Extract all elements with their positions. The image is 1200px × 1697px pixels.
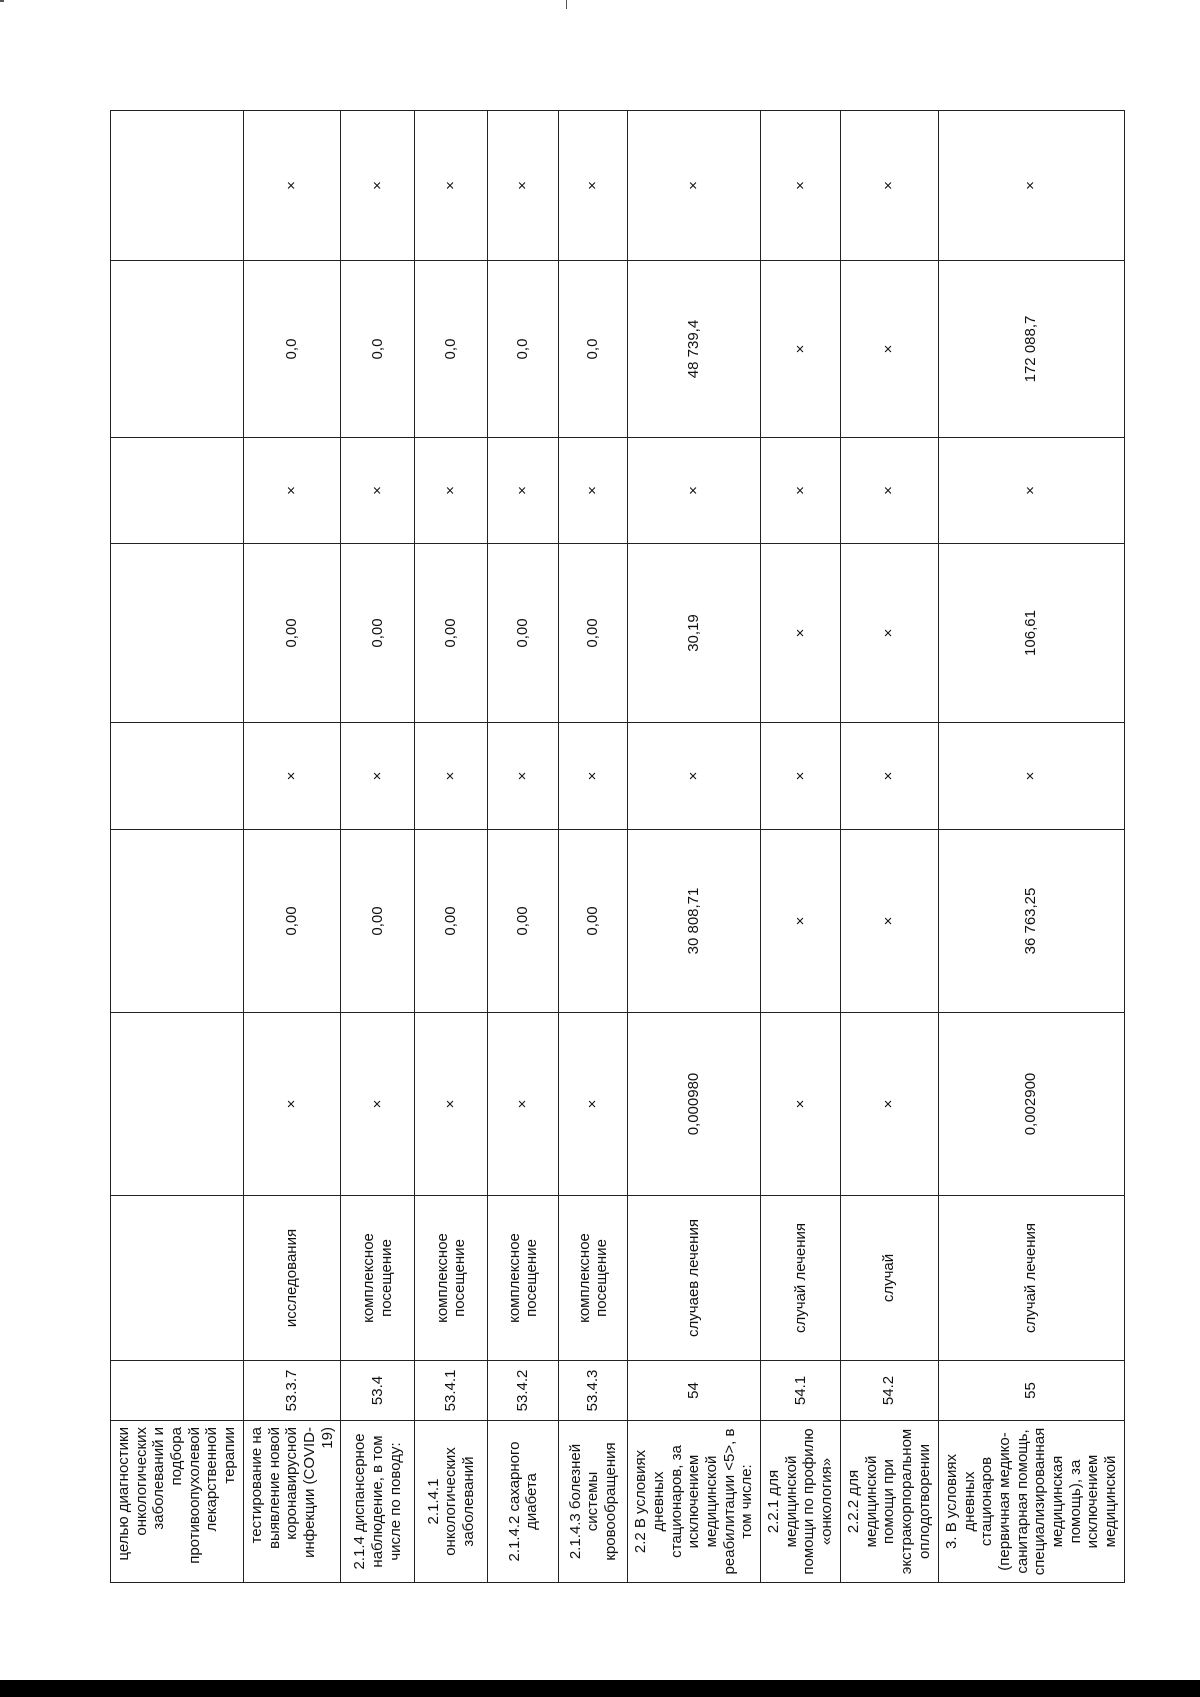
cell-value: × [243,723,340,830]
row-code: 55 [938,1361,1124,1421]
cell-value: 172 088,7 [938,261,1124,438]
cell-value: × [488,111,559,261]
cell-value: × [840,261,938,438]
scan-mark [0,0,4,2]
table-row [243,111,340,1583]
cell-value: × [761,544,841,723]
financing-table [110,110,1125,1583]
row-unit: комплексное посещение [559,1196,628,1361]
cell-value: × [341,1013,415,1196]
cell-value: × [243,111,340,261]
cell-value: 0,0 [341,261,415,438]
cell-value: 0,00 [341,830,415,1013]
cell-value [111,261,244,438]
row-name: 2.1.4.1 онкологических заболеваний [415,1421,488,1583]
cell-value: × [341,723,415,830]
cell-value: × [415,111,488,261]
table-row [341,111,415,1583]
row-code: 54.1 [761,1361,841,1421]
scan-mark [566,0,567,9]
cell-value: × [628,111,761,261]
cell-value: × [761,261,841,438]
cell-value: × [243,438,340,544]
cell-value: × [840,830,938,1013]
cell-value: 0,00 [341,544,415,723]
row-code: 53.4 [341,1361,415,1421]
cell-value: × [415,1013,488,1196]
cell-value: × [761,438,841,544]
cell-value: 30,19 [628,544,761,723]
cell-value: × [559,723,628,830]
cell-value: 0,00 [488,830,559,1013]
cell-value: × [628,438,761,544]
cell-value [111,723,244,830]
row-unit [111,1196,244,1361]
row-unit: комплексное посещение [488,1196,559,1361]
cell-value: × [243,1013,340,1196]
cell-value [111,438,244,544]
cell-value: × [628,723,761,830]
cell-value: 0,002900 [938,1013,1124,1196]
cell-value: 0,00 [559,830,628,1013]
cell-value [111,830,244,1013]
cell-value: × [488,438,559,544]
cell-value: 0,0 [243,261,340,438]
cell-value: 106,61 [938,544,1124,723]
cell-value: × [840,1013,938,1196]
scan-bottom-border [0,1680,1200,1697]
row-code [111,1361,244,1421]
cell-value: 0,00 [243,544,340,723]
cell-value: × [559,1013,628,1196]
cell-value: × [415,438,488,544]
row-name: 2.2.2 для медицинской помощи при экстракорпоральном оплодотворении [840,1421,938,1583]
cell-value: 0,00 [488,544,559,723]
row-code: 53.4.2 [488,1361,559,1421]
cell-value: 0,00 [559,544,628,723]
cell-value: × [761,830,841,1013]
cell-value: × [341,438,415,544]
row-unit: исследования [243,1196,340,1361]
cell-value: 30 808,71 [628,830,761,1013]
row-unit: комплексное посещение [415,1196,488,1361]
cell-value: × [840,438,938,544]
cell-value: 0,0 [488,261,559,438]
table-row [488,111,559,1583]
row-name: 2.1.4 диспансерное наблюдение, в том числе по поводу: [341,1421,415,1583]
table-row [938,111,1124,1583]
cell-value: 0,0 [415,261,488,438]
cell-value: × [761,723,841,830]
cell-value: 0,00 [415,544,488,723]
cell-value: × [840,544,938,723]
row-code: 54 [628,1361,761,1421]
cell-value: 48 739,4 [628,261,761,438]
scanned-page-table-area [110,111,1119,1583]
cell-value: × [938,723,1124,830]
cell-value: × [761,1013,841,1196]
cell-value: × [488,723,559,830]
table-row [111,111,244,1583]
cell-value: 0,00 [415,830,488,1013]
row-unit: случай лечения [938,1196,1124,1361]
cell-value [111,544,244,723]
cell-value: 0,00 [243,830,340,1013]
row-unit: случаев лечения [628,1196,761,1361]
row-unit: случай [840,1196,938,1361]
row-name: целью диагностики онкологических заболеваний и подбора противоопухолевой лекарственной терапии [111,1421,244,1583]
cell-value: 36 763,25 [938,830,1124,1013]
row-code: 53.4.1 [415,1361,488,1421]
cell-value: × [938,111,1124,261]
row-name: 3. В условиях дневных стационаров (первичная медико-санитарная помощь, специализированная медицинская помощь), за исключением медицинской [938,1421,1124,1583]
cell-value: × [840,111,938,261]
cell-value: × [559,438,628,544]
row-code: 54.2 [840,1361,938,1421]
cell-value: 0,000980 [628,1013,761,1196]
row-name: тестирование на выявление новой коронавирусной инфекции (COVID-19) [243,1421,340,1583]
cell-value: × [938,438,1124,544]
cell-value [111,111,244,261]
row-name: 2.2 В условиях дневных стационаров, за исключением медицинской реабилитации <5>, в том числе: [628,1421,761,1583]
table-row [840,111,938,1583]
table-row [761,111,841,1583]
row-name: 2.2.1 для медицинской помощи по профилю «онкология» [761,1421,841,1583]
row-unit: комплексное посещение [341,1196,415,1361]
row-unit: случай лечения [761,1196,841,1361]
row-name: 2.1.4.2 сахарного диабета [488,1421,559,1583]
table-row [415,111,488,1583]
table-row [628,111,761,1583]
cell-value: × [761,111,841,261]
cell-value: × [559,111,628,261]
row-code: 53.4.3 [559,1361,628,1421]
row-code: 53.3.7 [243,1361,340,1421]
table-row [559,111,628,1583]
cell-value: × [415,723,488,830]
cell-value: 0,0 [559,261,628,438]
cell-value: × [488,1013,559,1196]
row-name: 2.1.4.3 болезней системы кровообращения [559,1421,628,1583]
cell-value: × [341,111,415,261]
cell-value [111,1013,244,1196]
cell-value: × [840,723,938,830]
